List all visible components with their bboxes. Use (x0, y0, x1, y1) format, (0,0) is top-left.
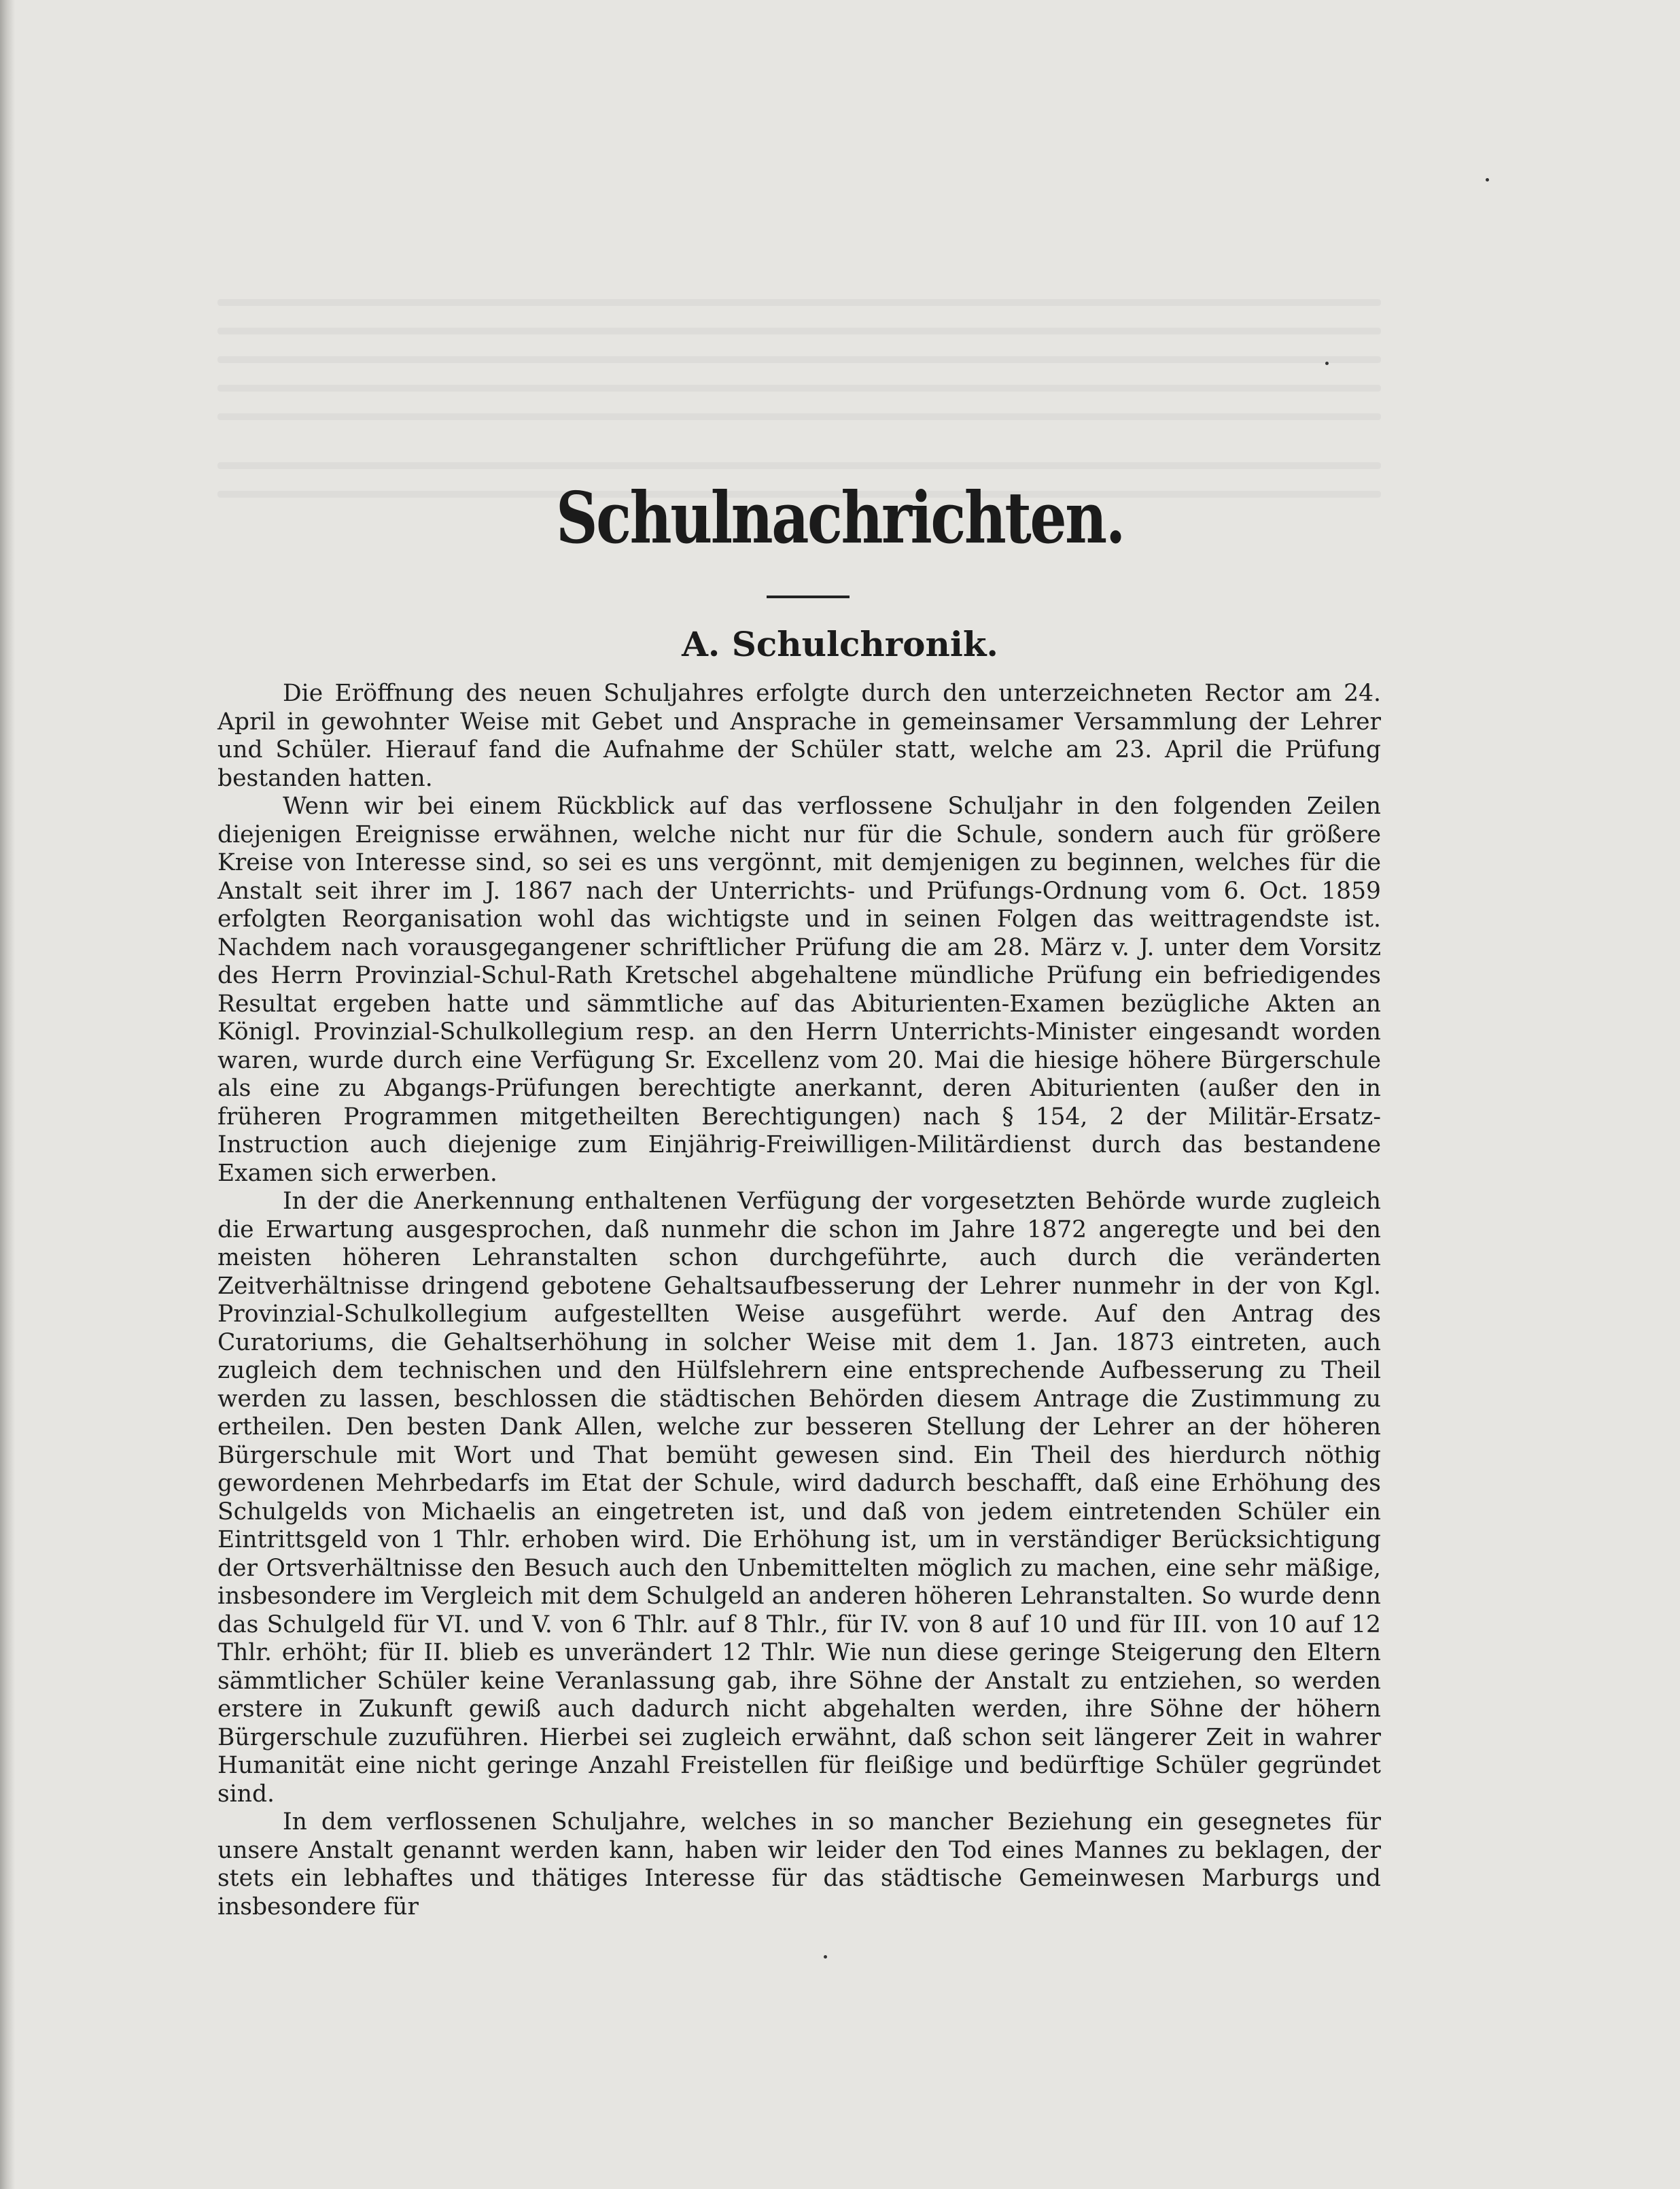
page-title: Schulnachrichten. (556, 476, 1124, 559)
bleed-through-line (217, 356, 1381, 363)
section-heading: A. Schulchronik. (682, 624, 998, 664)
paragraph-obituary: In dem verflossenen Schuljahre, welches in so mancher Beziehung ein gesegnetes für unsere Anstalt genannt werden kann, haben wir leider den Tod eines Mannes zu beklagen, der stets ein lebhaftes und thätiges Interesse für das städtische Gemeinwesen Marburgs und insbesondere für (217, 1808, 1381, 1920)
paper-speck (1325, 362, 1329, 365)
bleed-through-line (217, 299, 1381, 306)
bleed-through-line (217, 413, 1381, 420)
body-text (217, 680, 1381, 1921)
paragraph-salary: In der die Anerkennung enthaltenen Verfügung der vorgesetzten Behörde wurde zugleich die Erwartung ausgesprochen, daß nunmehr die schon im Jahre 1872 angeregte und bei den meisten höheren Lehranstalten schon durchgeführte, auch durch die veränderten Zeitverhältnisse dringend gebotene Gehaltsaufbesserung der Lehrer nunmehr in der von Kgl. Provinzial-Schulkollegium aufgestellten Weise ausgeführt werde. Auf den Antrag des Curatoriums, die Gehaltserhöhung in solcher Weise mit dem 1. Jan. 1873 eintreten, auch zugleich dem technischen und den Hülfslehrern eine entsprechende Aufbesserung zu Theil werden zu lassen, beschlossen die städtischen Behörden diesem Antrage die Zustimmung zu ertheilen. Den besten Dank Allen, welche zur besseren Stellung der Lehrer an der höheren Bürgerschule mit Wort und That bemüht gewesen sind. Ein Theil des hierdurch nöthig gewordenen Mehrbedarfs im Etat der Schule, wird dadurch beschafft, daß eine Erhöhung des Schulgelds von Michaelis an eingetreten ist, und daß von jedem eintretenden Schüler ein Eintrittsgeld von 1 Thlr. erhoben wird. Die Erhöhung ist, um in verständiger Berücksichtigung der Ortsverhältnisse den Besuch auch den Unbemittelten möglich zu machen, eine sehr mäßige, insbesondere im Vergleich mit dem Schulgeld an anderen höheren Lehranstalten. So wurde denn das Schulgeld für VI. und V. von 6 Thlr. auf 8 Thlr., für IV. von 8 auf 10 und für III. von 10 auf 12 Thlr. erhöht; für II. blieb es unverändert 12 Thlr. Wie nun diese geringe Steigerung den Eltern sämmtlicher Schüler keine Veranlassung gab, ihre Söhne der Anstalt zu entziehen, so werden erstere in Zukunft gewiß auch dadurch nicht abgehalten werden, ihre Söhne der höhern Bürgerschule zuzuführen. Hierbei sei zugleich erwähnt, daß schon seit längerer Zeit in wahrer Humanität eine nicht geringe Anzahl Freistellen für fleißige und bedürftige Schüler gegründet sind. (217, 1188, 1381, 1808)
paragraph-review: Wenn wir bei einem Rückblick auf das verflossene Schuljahr in den folgenden Zeilen diejenigen Ereignisse erwähnen, welche nicht nur für die Schule, sondern auch für größere Kreise von Interesse sind, so sei es uns vergönnt, mit demjenigen zu beginnen, welches für die Anstalt seit ihrer im J. 1867 nach der Unterrichts- und Prüfungs-Ordnung vom 6. Oct. 1859 erfolgten Reorganisation wohl das wichtigste und in seinen Folgen das weittragendste ist. Nachdem nach vorausgegangener schriftlicher Prüfung die am 28. März v. J. unter dem Vorsitz des Herrn Provinzial-Schul-Rath Kretschel abgehaltene mündliche Prüfung ein befriedigendes Resultat ergeben hatte und sämmtliche auf das Abiturienten-Examen bezügliche Akten an Königl. Provinzial-Schulkollegium resp. an den Herrn Unterrichts-Minister eingesandt worden waren, wurde durch eine Verfügung Sr. Excellenz vom 20. Mai die hiesige höhere Bürgerschule als eine zu Abgangs-Prüfungen berechtigte anerkannt, deren Abiturienten (außer den in früheren Programmen mitgetheilten Berechtigungen) nach § 154, 2 der Militär-Ersatz-Instruction auch diejenige zum Einjährig-Freiwilligen-Militärdienst durch das bestandene Examen sich erwerben. (217, 793, 1381, 1187)
paragraph-opening: Die Eröffnung des neuen Schuljahres erfolgte durch den unterzeichneten Rector am 24. April in gewohnter Weise mit Gebet und Ansprache in gemeinsamer Versammlung der Lehrer und Schüler. Hierauf fand die Aufnahme der Schüler statt, welche am 23. April die Prüfung bestanden hatten. (217, 680, 1381, 792)
page-binding-edge (0, 0, 15, 2189)
bleed-through-line (217, 328, 1381, 334)
title-divider (767, 596, 850, 598)
bleed-through-line (217, 462, 1381, 469)
paper-speck (824, 1955, 827, 1959)
bleed-through-line (217, 385, 1381, 392)
paper-speck (1486, 178, 1489, 182)
